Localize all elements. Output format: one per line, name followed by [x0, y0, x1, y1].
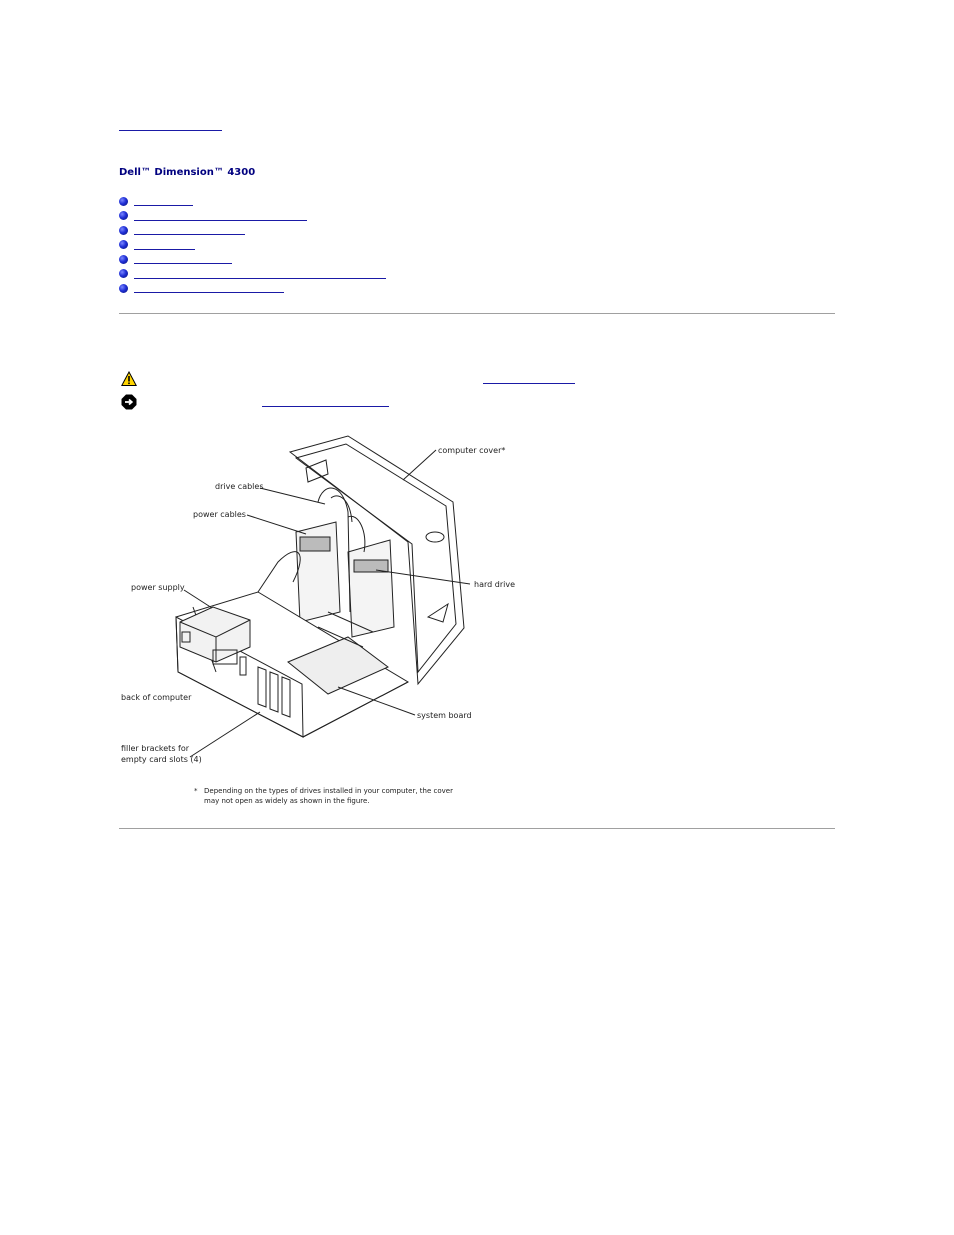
toc-link[interactable]	[134, 225, 245, 235]
toc-link[interactable]	[134, 240, 195, 250]
toc-item[interactable]	[119, 252, 386, 267]
footnote-marker: *	[194, 787, 198, 795]
toc-link[interactable]	[134, 196, 193, 206]
callout-back-of-computer: back of computer	[121, 693, 192, 702]
toc-item[interactable]	[119, 223, 386, 238]
toc-link[interactable]	[134, 254, 232, 264]
bullet-icon	[119, 269, 128, 278]
toc-item[interactable]	[119, 209, 386, 224]
toc-item[interactable]	[119, 238, 386, 253]
bullet-icon	[119, 240, 128, 249]
bullet-icon	[119, 211, 128, 220]
footnote-line1: Depending on the types of drives installed in your computer, the cover	[204, 787, 453, 795]
notice-icon	[121, 394, 137, 410]
computer-interior-figure	[118, 432, 518, 812]
notice-link[interactable]	[262, 396, 389, 407]
callout-hard-drive: hard drive	[474, 580, 515, 589]
bullet-icon	[119, 197, 128, 206]
toc-link[interactable]	[134, 269, 386, 279]
toc-list	[119, 194, 386, 296]
notice-notice	[121, 394, 137, 410]
toc-link[interactable]	[134, 211, 307, 221]
top-link[interactable]	[119, 118, 222, 130]
callout-power-supply: power supply	[131, 583, 185, 592]
callout-computer-cover: computer cover*	[438, 446, 506, 455]
computer-illustration	[118, 432, 518, 812]
caution-notice	[121, 371, 137, 387]
toc-item[interactable]	[119, 194, 386, 209]
caution-icon	[121, 371, 137, 387]
callout-filler-brackets-line1: filler brackets for	[121, 744, 190, 753]
toc-link[interactable]	[134, 283, 284, 293]
product-title: Dell™ Dimension™ 4300	[119, 167, 256, 178]
callout-system-board: system board	[417, 711, 472, 720]
callout-power-cables: power cables	[193, 510, 246, 519]
caution-link[interactable]	[483, 373, 575, 384]
callout-drive-cables: drive cables	[215, 482, 264, 491]
bullet-icon	[119, 226, 128, 235]
bullet-icon	[119, 284, 128, 293]
callout-filler-brackets-line2: empty card slots (4)	[121, 755, 202, 764]
toc-item[interactable]	[119, 267, 386, 282]
toc-item[interactable]	[119, 281, 386, 296]
section-divider	[119, 313, 835, 314]
bullet-icon	[119, 255, 128, 264]
section-divider	[119, 828, 835, 829]
footnote-line2: may not open as widely as shown in the figure.	[204, 797, 370, 805]
